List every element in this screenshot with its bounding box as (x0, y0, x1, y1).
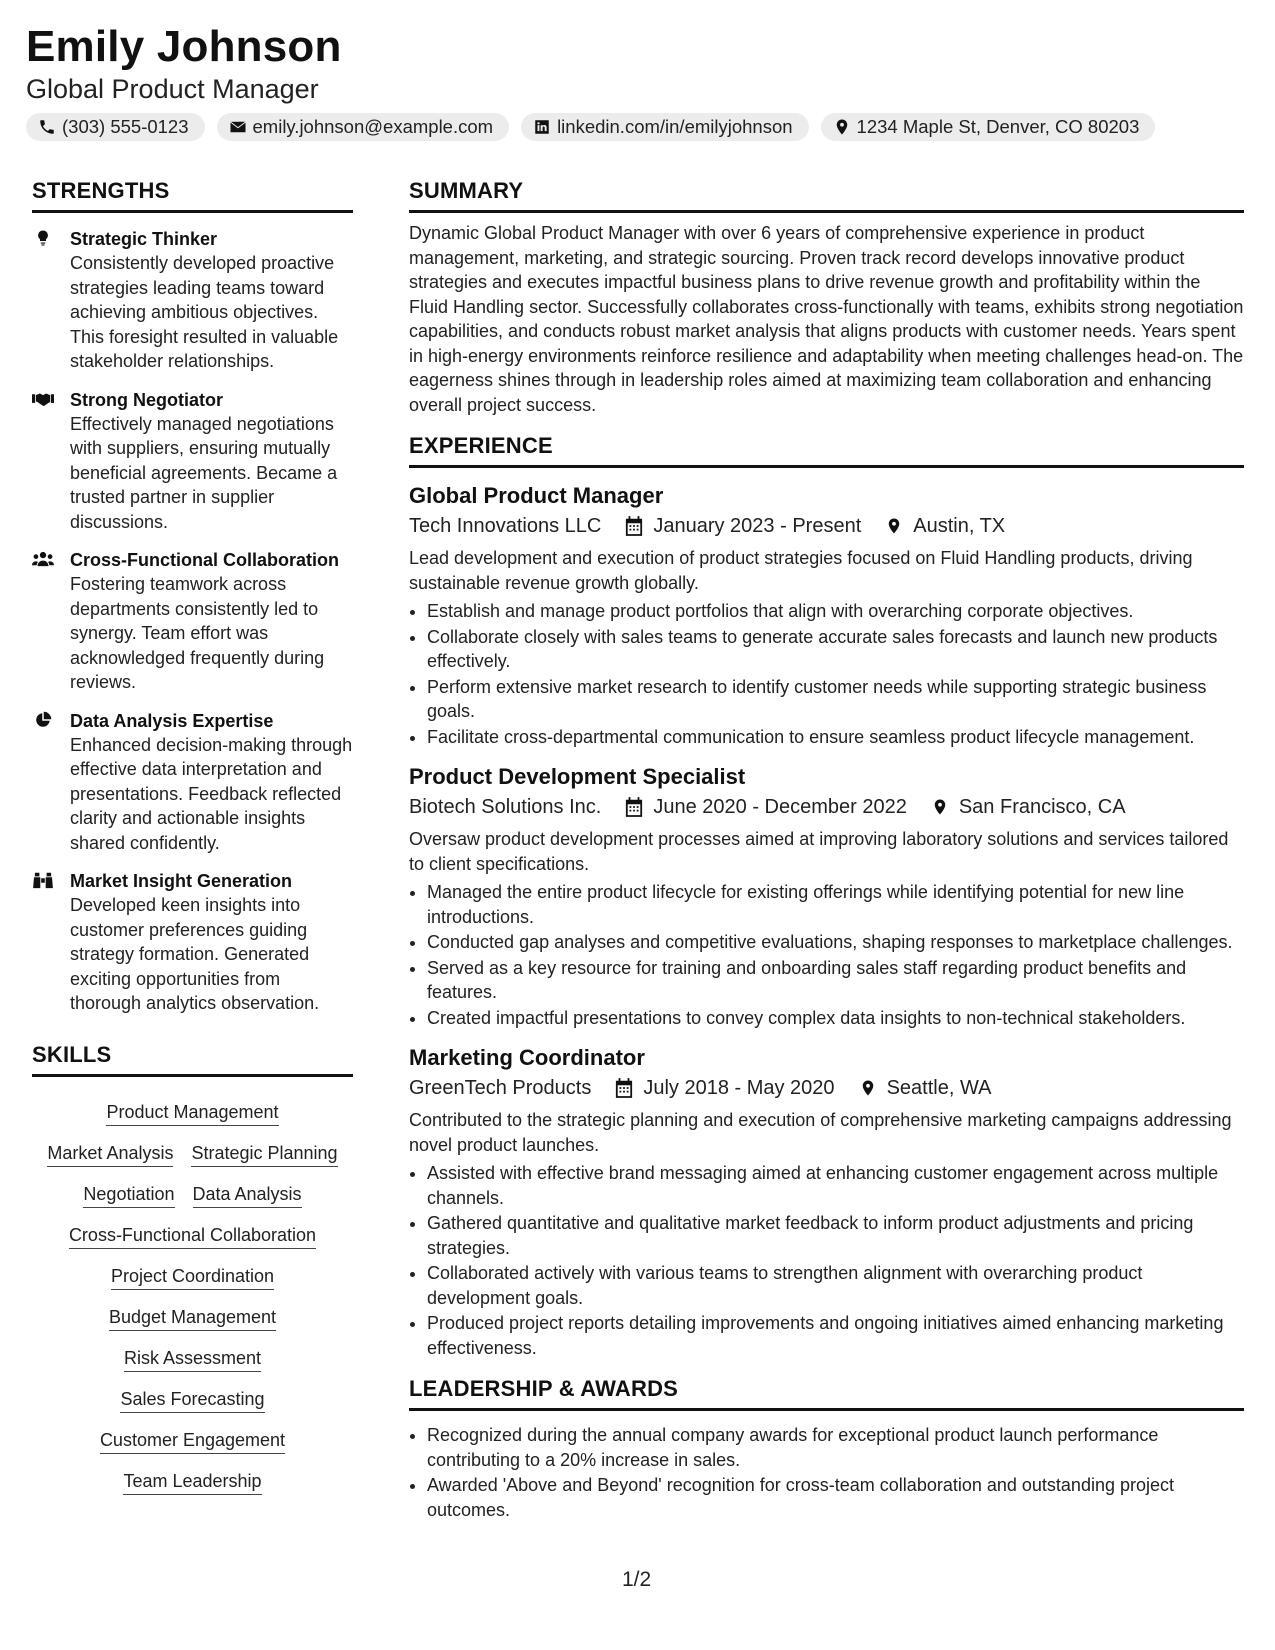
job-description: Lead development and execution of product strategies focused on Fluid Handling products, driving sustainable revenue growth globally. (409, 548, 1193, 593)
skills-list (32, 1085, 353, 1495)
job-dates: January 2023 - Present (653, 515, 862, 537)
bullet-item: • Conducted gap analyses and competitive evaluations, shaping responses to marketplace challenges. (427, 930, 1244, 955)
pie-chart-icon (32, 711, 54, 729)
map-pin-icon (859, 1078, 877, 1098)
job-bullets (409, 1161, 1244, 1360)
job-location: San Francisco, CA (958, 796, 1126, 818)
job-company: Biotech Solutions Inc. (409, 796, 602, 818)
skill-tag: Negotiation (83, 1183, 174, 1208)
job-description: Contributed to the strategic planning and execution of comprehensive marketing campaigns addressing novel product launches. (409, 1110, 1232, 1155)
job-entry (409, 1044, 1244, 1360)
contact-address-text: 1234 Maple St, Denver, CO 80203 (856, 116, 1140, 137)
strength-title: Data Analysis Expertise (70, 710, 274, 731)
candidate-name: Emily Johnson (26, 22, 342, 71)
handshake-icon (32, 390, 54, 408)
strength-desc: Fostering teamwork across departments consistently led to synergy. Team effort was acknowledged frequently during reviews. (70, 574, 325, 692)
job-meta (409, 512, 1244, 540)
strength-item (32, 548, 353, 695)
envelope-icon (229, 118, 247, 136)
job-entry (409, 763, 1244, 1030)
bullet-item: • Served as a key resource for training and onboarding sales staff regarding product benefits and features. (427, 956, 1244, 1005)
skill-tag: Project Coordination (111, 1265, 274, 1290)
awards-bullets (409, 1423, 1244, 1522)
job-company: GreenTech Products (409, 1077, 592, 1099)
strength-desc: Developed keen insights into customer preferences guiding strategy formation. Generated exciting opportunities from thorough analytics observation. (70, 895, 320, 1013)
job-title: Marketing Coordinator (409, 1045, 645, 1070)
skill-tag: Customer Engagement (100, 1429, 285, 1454)
bullet-item: • Assisted with effective brand messaging aimed at enhancing customer engagement across multiple channels. (427, 1161, 1244, 1210)
left-column (32, 178, 353, 1495)
job-entry (409, 482, 1244, 749)
strength-title: Cross-Functional Collaboration (70, 550, 340, 570)
skill-tag: Data Analysis (193, 1183, 302, 1208)
summary-text: Dynamic Global Product Manager with over 6 years of comprehensive experience in product management, marketing, and strategic sourcing. Proven track record develops innovative product strategies and executes impactful business plans to drive revenue growth and profitability within the Fluid Handling sector. Successfully collaborates cross-functionally with teams, exhibits strong negotiation capabilities, and conducts robust market analysis that aligns products with customer needs. Years spent in high-energy environments reinforce resilience and adaptability when meeting challenges head-on. The eagerness shines through in leadership roles aimed at maximizing team collaboration and enhancing overall project success. (409, 223, 1244, 415)
calendar-icon (625, 516, 643, 536)
contact-bar (26, 113, 1155, 141)
bullet-item: • Created impactful presentations to convey complex data insights to non-technical stakeholders. (427, 1006, 1244, 1031)
contact-email-text: emily.johnson@example.com (252, 116, 494, 137)
job-title: Global Product Manager (409, 483, 664, 508)
job-dates: June 2020 - December 2022 (653, 796, 907, 818)
job-company: Tech Innovations LLC (409, 515, 602, 537)
contact-linkedin-text: linkedin.com/in/emilyjohnson (557, 116, 793, 137)
skill-tag: Sales Forecasting (120, 1388, 264, 1413)
strength-desc: Effectively managed negotiations with suppliers, ensuring mutually beneficial agreements. Became a trusted partner in supplier discussions. (70, 413, 338, 532)
experience-heading: EXPERIENCE (409, 433, 1244, 468)
contact-phone-text: (303) 555-0123 (62, 116, 189, 137)
calendar-icon (625, 797, 643, 817)
contact-address (821, 113, 1156, 141)
map-pin-icon (833, 118, 851, 136)
job-description: Oversaw product development processes aimed at improving laboratory solutions and services tailored to client specifications. (409, 829, 1229, 874)
bullet-item: • Awarded 'Above and Beyond' recognition for cross-team collaboration and outstanding project outcomes. (427, 1473, 1244, 1522)
strength-desc: Consistently developed proactive strategies leading teams toward achieving ambitious objectives. This foresight resulted in valuable stakeholder relationships. (70, 253, 339, 371)
contact-email[interactable] (217, 113, 510, 141)
bullet-item: • Gathered quantitative and qualitative market feedback to inform product adjustments and pricing strategies. (427, 1211, 1244, 1260)
skill-tag: Strategic Planning (191, 1142, 337, 1167)
page-number: 1/2 (622, 1568, 652, 1591)
bullet-item: • Facilitate cross-departmental communication to ensure seamless product lifecycle management. (427, 725, 1244, 750)
skill-tag: Team Leadership (123, 1470, 261, 1495)
bullet-item: • Establish and manage product portfolios that align with overarching corporate objectives. (427, 599, 1244, 624)
job-title: Product Development Specialist (409, 764, 746, 789)
strength-title: Market Insight Generation (70, 871, 293, 891)
bullet-item: • Collaborated actively with various teams to strengthen alignment with overarching product development goals. (427, 1261, 1244, 1310)
strength-desc: Enhanced decision-making through effective data interpretation and presentations. Feedback reflected clarity and actionable insights shared confidently. (70, 734, 353, 853)
strength-item (32, 869, 353, 1016)
lightbulb-icon (32, 229, 54, 247)
awards-heading: LEADERSHIP & AWARDS (409, 1376, 1244, 1411)
bullet-item: • Collaborate closely with sales teams to generate accurate sales forecasts and launch new products effectively. (427, 625, 1244, 674)
map-pin-icon (931, 797, 949, 817)
users-icon (32, 550, 54, 568)
skill-tag: Product Management (106, 1101, 278, 1126)
bullet-item: • Recognized during the annual company awards for exceptional product launch performance contributing to a 20% increase in sales. (427, 1423, 1244, 1472)
contact-phone[interactable] (26, 113, 205, 141)
strength-item (32, 388, 353, 535)
strength-item (32, 709, 353, 856)
map-pin-icon (885, 516, 903, 536)
skills-heading: SKILLS (32, 1042, 353, 1077)
job-meta (409, 793, 1244, 821)
job-bullets (409, 880, 1244, 1030)
job-location: Seattle, WA (886, 1077, 992, 1099)
skill-tag: Risk Assessment (124, 1347, 261, 1372)
job-bullets (409, 599, 1244, 749)
phone-icon (38, 118, 56, 136)
linkedin-icon (533, 118, 551, 136)
strength-title: Strategic Thinker (70, 229, 218, 249)
calendar-icon (615, 1078, 633, 1098)
strengths-heading: STRENGTHS (32, 178, 353, 213)
candidate-title: Global Product Manager (26, 74, 319, 104)
summary-heading: SUMMARY (409, 178, 1244, 213)
strength-item (32, 227, 353, 374)
job-dates: July 2018 - May 2020 (643, 1077, 835, 1099)
bullet-item: • Managed the entire product lifecycle for existing offerings while identifying potential for new line introductions. (427, 880, 1244, 929)
skill-tag: Budget Management (109, 1306, 276, 1331)
binoculars-icon (32, 871, 54, 889)
strength-title: Strong Negotiator (70, 389, 223, 410)
skill-tag: Cross-Functional Collaboration (69, 1224, 316, 1249)
bullet-item: • Produced project reports detailing improvements and ongoing initiatives aimed enhancing marketing effectiveness. (427, 1311, 1244, 1360)
right-column (409, 178, 1244, 1522)
bullet-item: • Perform extensive market research to identify customer needs while supporting strategic business goals. (427, 675, 1244, 724)
contact-linkedin[interactable] (521, 113, 808, 141)
job-location: Austin, TX (913, 515, 1006, 537)
job-meta (409, 1074, 1244, 1102)
skill-tag: Market Analysis (47, 1142, 173, 1167)
